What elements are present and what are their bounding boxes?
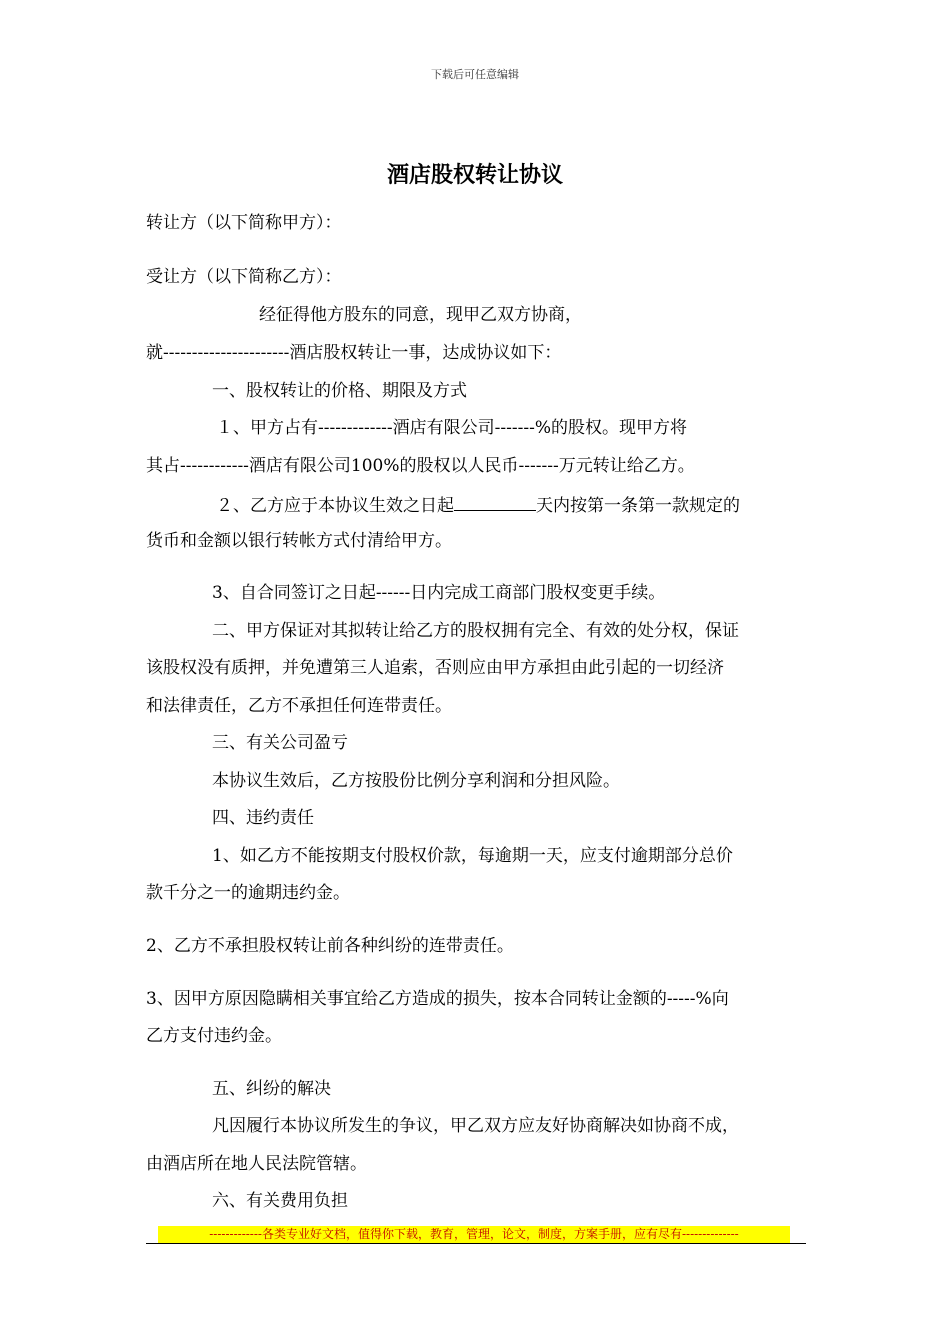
header-note: 下载后可任意编辑	[431, 68, 519, 81]
section-1-heading: 一、股权转让的价格、期限及方式	[212, 381, 467, 401]
footer-divider	[146, 1243, 806, 1244]
preamble-line-1: 经征得他方股东的同意，现甲乙双方协商，	[259, 305, 582, 325]
clause-1-3: 3、自合同签订之日起------日内完成工商部门股权变更手续。	[212, 583, 666, 603]
section-3-text: 本协议生效后，乙方按股份比例分享利润和分担风险。	[212, 771, 620, 791]
section-4-heading: 四、违约责任	[212, 808, 314, 828]
section-2-line-2: 该股权没有质押，并免遭第三人追索，否则应由甲方承担由此引起的一切经济	[146, 658, 724, 678]
footer-banner: -------------各类专业好文档，值得你下载，教育，管理，论文，制度，方案手册，应有尽有--------------	[158, 1226, 790, 1243]
section-5-heading: 五、纠纷的解决	[212, 1079, 331, 1099]
document-title: 酒店股权转让协议	[386, 163, 563, 188]
preamble-line-2: 就----------------------酒店股权转让一事，达成协议如下：	[146, 343, 562, 363]
section-6-heading: 六、有关费用负担	[212, 1191, 348, 1211]
section-5-line-2: 由酒店所在地人民法院管辖。	[146, 1154, 367, 1174]
section-3-heading: 三、有关公司盈亏	[212, 733, 348, 753]
transferee-line: 受让方（以下简称乙方）：	[146, 267, 342, 287]
clause-1-1-line-2: 其占------------酒店有限公司100%的股权以人民币-------万元转让给乙方。	[146, 456, 695, 476]
section-2-line-1: 二、甲方保证对其拟转让给乙方的股权拥有完全、有效的处分权，保证	[212, 621, 739, 641]
blank-underline	[454, 492, 536, 511]
clause-1-1-line-1: １、甲方占有-------------酒店有限公司-------%的股权。现甲方将	[216, 418, 688, 438]
clause-1-2-line-2: 货币和金额以银行转帐方式付清给甲方。	[146, 531, 452, 551]
clause-1-2-text-b: 天内按第一条第一款规定的	[536, 496, 740, 516]
clause-4-1-line-2: 款千分之一的逾期违约金。	[146, 883, 350, 903]
section-5-line-1: 凡因履行本协议所发生的争议，甲乙双方应友好协商解决如协商不成，	[212, 1116, 739, 1136]
clause-4-3-line-1: 3、因甲方原因隐瞒相关事宜给乙方造成的损失，按本合同转让金额的-----%向	[146, 989, 729, 1009]
transferor-line: 转让方（以下简称甲方）：	[146, 213, 342, 233]
clause-1-2-text-a: ２、乙方应于本协议生效之日起	[216, 496, 454, 516]
clause-1-2-line-1	[216, 492, 896, 517]
clause-4-3-line-2: 乙方支付违约金。	[146, 1026, 282, 1046]
section-2-line-3: 和法律责任，乙方不承担任何连带责任。	[146, 696, 452, 716]
clause-4-2: 2、乙方不承担股权转让前各种纠纷的连带责任。	[146, 936, 514, 956]
clause-4-1-line-1: 1、如乙方不能按期支付股权价款，每逾期一天，应支付逾期部分总价	[212, 846, 733, 866]
